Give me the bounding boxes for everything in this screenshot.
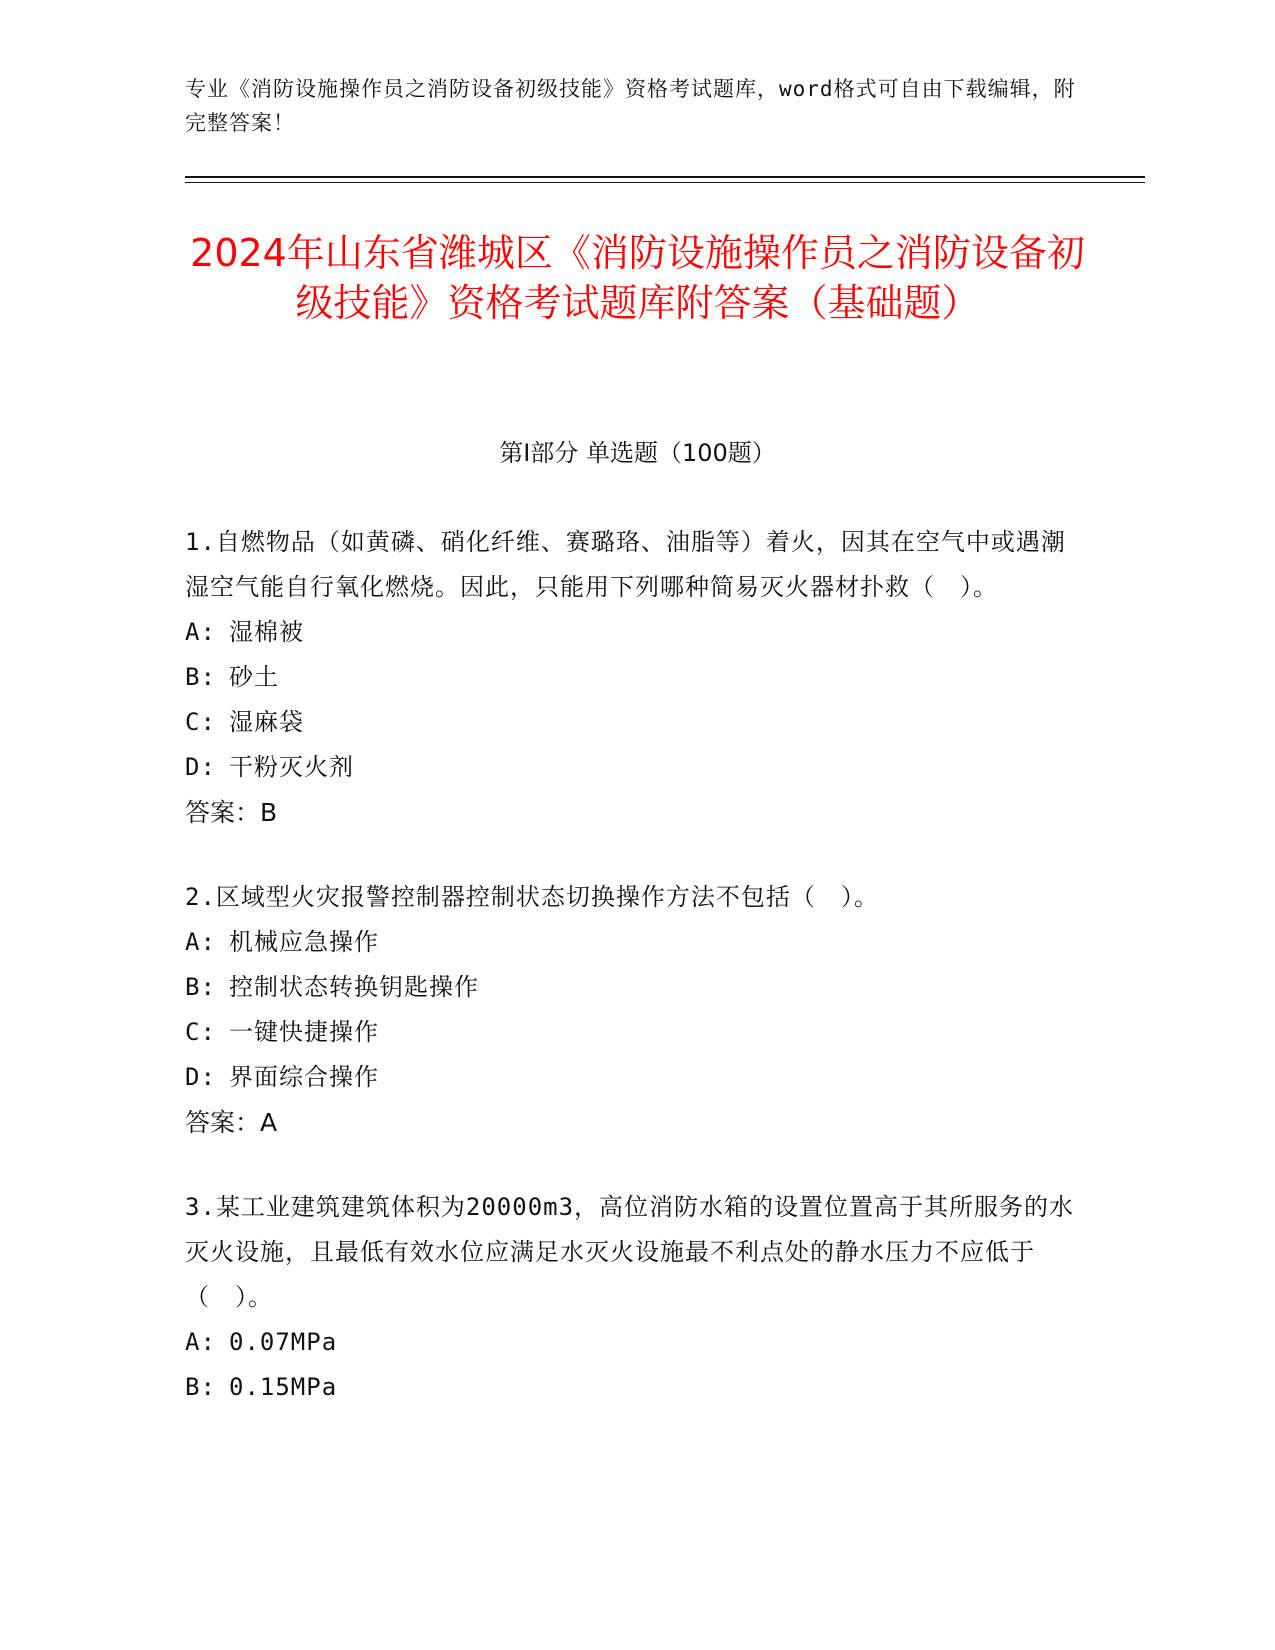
option-c	[185, 700, 1085, 745]
question-list	[185, 520, 1085, 1450]
option-letter: C:	[185, 708, 216, 736]
option-text: 0.07MPa	[229, 1328, 338, 1356]
header-rule-thick	[185, 176, 1145, 178]
option-letter: B:	[185, 1373, 216, 1401]
option-d	[185, 1055, 1085, 1100]
option-letter: C:	[185, 1018, 216, 1046]
question-3	[185, 1185, 1085, 1410]
question-2	[185, 875, 1085, 1145]
option-text: 界面综合操作	[229, 1063, 379, 1091]
option-letter: A:	[185, 928, 216, 956]
option-text: 湿棉被	[229, 618, 304, 646]
option-letter: D:	[185, 753, 216, 781]
header-rule-thin	[185, 182, 1145, 183]
option-letter: B:	[185, 663, 216, 691]
option-text: 0.15MPa	[229, 1373, 338, 1401]
answer-line: 答案：A	[185, 1108, 278, 1137]
option-b	[185, 1365, 1085, 1410]
answer-line: 答案：B	[185, 798, 278, 827]
question-stem: 2.区域型火灾报警控制器控制状态切换操作方法不包括（ ）。	[185, 883, 879, 911]
question-1	[185, 520, 1085, 835]
option-b	[185, 965, 1085, 1010]
option-a	[185, 920, 1085, 965]
option-b	[185, 655, 1085, 700]
header-note: 专业《消防设施操作员之消防设备初级技能》资格考试题库，word格式可自由下载编辑，附完整答案！	[185, 77, 1076, 135]
option-text: 砂土	[229, 663, 279, 691]
option-text: 控制状态转换钥匙操作	[229, 973, 479, 1001]
option-a	[185, 1320, 1085, 1365]
option-c	[185, 1010, 1085, 1055]
option-text: 一键快捷操作	[229, 1018, 379, 1046]
section-heading: 第I部分 单选题（100题）	[499, 439, 776, 467]
option-letter: B:	[185, 973, 216, 1001]
option-letter: A:	[185, 1328, 216, 1356]
option-text: 干粉灭火剂	[229, 753, 354, 781]
option-letter: A:	[185, 618, 216, 646]
question-stem: 1.自燃物品（如黄磷、硝化纤维、赛璐珞、油脂等）着火，因其在空气中或遇潮湿空气能自行氧化燃烧。因此，只能用下列哪种简易灭火器材扑救（ ）。	[185, 528, 1066, 601]
option-text: 机械应急操作	[229, 928, 379, 956]
document-title: 2024年山东省潍城区《消防设施操作员之消防设备初级技能》资格考试题库附答案（基础题）	[190, 231, 1085, 325]
option-a	[185, 610, 1085, 655]
option-d	[185, 745, 1085, 790]
question-stem: 3.某工业建筑建筑体积为20000m3，高位消防水箱的设置位置高于其所服务的水灭火设施，且最低有效水位应满足水灭火设施最不利点处的静水压力不应低于（ ）。	[185, 1193, 1075, 1311]
option-text: 湿麻袋	[229, 708, 304, 736]
option-letter: D:	[185, 1063, 216, 1091]
